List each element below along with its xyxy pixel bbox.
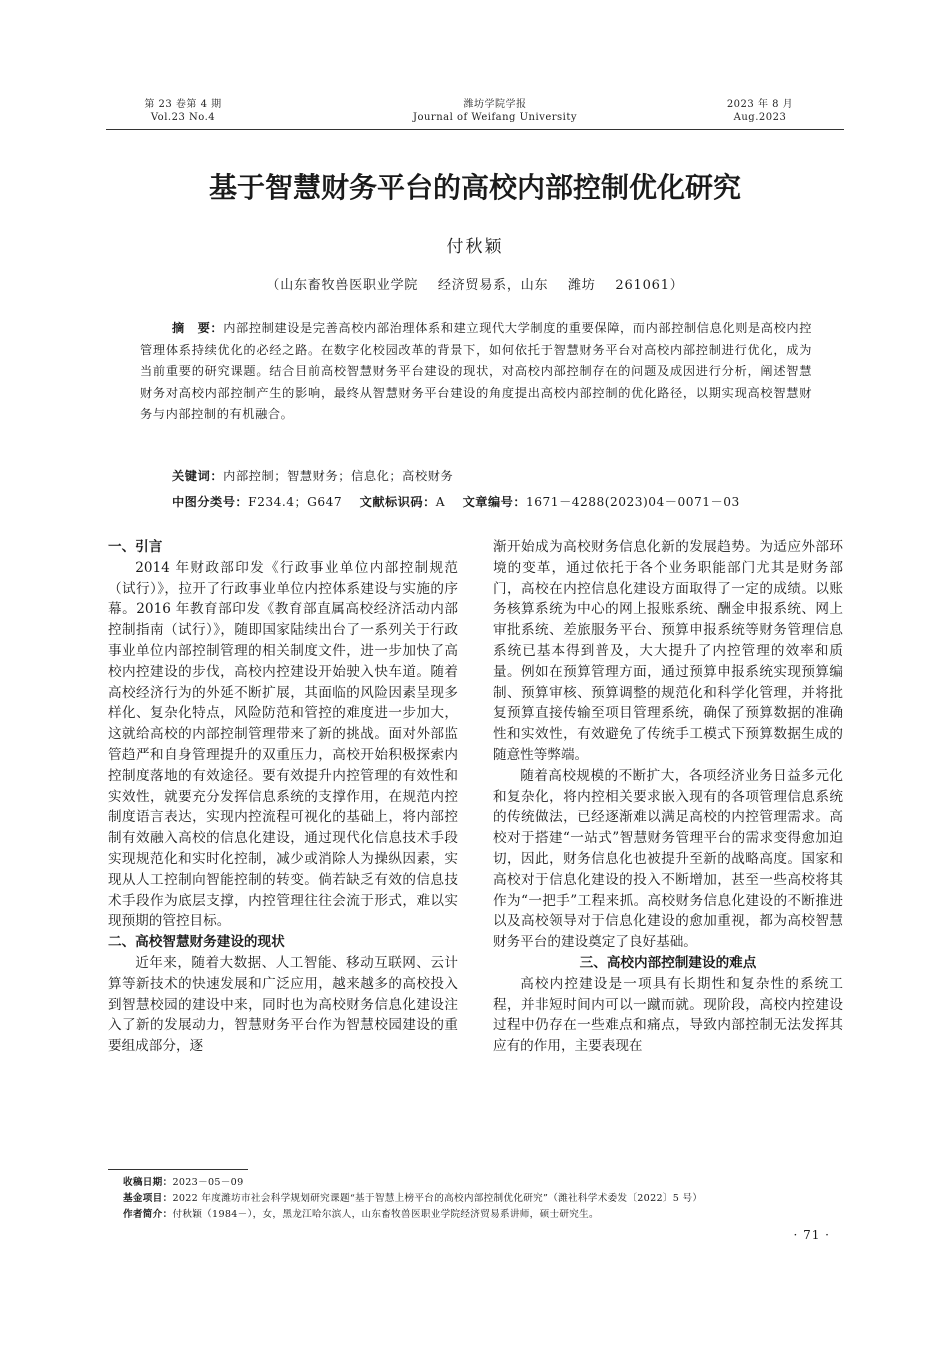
paragraph: 渐开始成为高校财务信息化新的发展趋势。为适应外部环境的变革，通过依托于各个业务职能部门尤其是财务部门，高校在内控信息化建设方面取得了一定的成绩。以账务核算系统为中心的网上报账系统、酬金申报系统、网上审批系统、差旅服务平台、预算申报系统等财务管理信息系统已基本得到普及，大大提升了内控管理的效率和质量。例如在预算管理方面，通过预算申报系统实现预算编制、预算审核、预算调整的规范化和科学化管理，并将批复预算直接传输至项目管理系统，确保了预算数据的准确性和实效性，有效避免了传统手工模式下预算数据生成的随意性等弊端。 bbox=[493, 539, 843, 763]
article-author: 付秋颖 bbox=[446, 237, 504, 257]
clc-label: 中图分类号： bbox=[172, 495, 249, 509]
abstract-label: 摘 要： bbox=[172, 321, 224, 335]
running-header-journal bbox=[375, 98, 615, 124]
header-date-cn: 2023 年 8 月 bbox=[726, 99, 794, 110]
header-journal-cn: 潍坊学院学报 bbox=[463, 99, 527, 110]
author-bio-value: 付秋颖（1984－），女，黑龙江哈尔滨人，山东畜牧兽医职业学院经济贸易系讲师，硕士研究生。 bbox=[172, 1209, 599, 1220]
header-volume-en: Vol.23 No.4 bbox=[150, 112, 216, 123]
paragraph: 2014 年财政部印发《行政事业单位内部控制规范（试行）》，拉开了行政事业单位内控体系建设与实施的序幕。2016 年教育部印发《教育部直属高校经济活动内部控制指南（试行）》，随即国家陆续出台了一系列关于行政事业单位内部控制管理的相关制度文件，进一步加快了高校内控建设的步伐，高校内控建设开始驶入快车道。随着高校经济行为的外延不断扩展，其面临的风险因素呈现多样化、复杂化特点，风险防范和管控的难度进一步加大，这就给高校的内部控制管理带来了新的挑战。面对外部监管趋严和自身管理提升的双重压力，高校开始积极探索内控制度落地的有效途径。要有效提升内控管理的有效性和实效性，就要充分发挥信息系统的支撑作用，在规范内控制度语言表达，实现内控流程可视化的基础上，将内部控制有效融入高校的信息化建设，通过现代化信息技术手段实现规范化和实时化控制，减少或消除人为操纵因素，实现从人工控制向智能控制的转变。倘若缺乏有效的信息技术手段作为底层支撑，内控管理往往会流于形式，难以实现预期的管控目标。 bbox=[108, 559, 458, 930]
received-value: 2023－05－09 bbox=[172, 1177, 244, 1188]
header-volume-cn: 第 23 卷第 4 期 bbox=[144, 99, 222, 110]
paragraph: 高校内控建设是一项具有长期性和复杂性的系统工程，并非短时间内可以一蹴而就。现阶段，高校内控建设过程中仍存在一些难点和痛点，导致内部控制无法发挥其应有的作用，主要表现在 bbox=[493, 975, 843, 1055]
footnote-author bbox=[123, 1208, 843, 1221]
author-affiliation: （山东畜牧兽医职业学院 经济贸易系，山东 潍坊 261061） bbox=[266, 278, 684, 293]
paragraph: 近年来，随着大数据、人工智能、移动互联网、云计算等新技术的快速发展和广泛应用，越来越多的高校投入到智慧校园的建设中来，同时也为高校财务信息化建设注入了新的发展动力，智慧财务平台作为智慧校园建设的重要组成部分，逐 bbox=[108, 954, 458, 1055]
abstract bbox=[140, 318, 812, 426]
keywords-text: 内部控制；智慧财务；信息化；高校财务 bbox=[223, 469, 454, 483]
doc-code-value: A bbox=[435, 495, 446, 509]
page-number: · 71 · bbox=[793, 1228, 830, 1242]
keywords bbox=[172, 467, 812, 485]
article-title: 基于智慧财务平台的高校内部控制优化研究 bbox=[208, 171, 741, 204]
article-number-value: 1671－4288(2023)04－0071－03 bbox=[526, 495, 740, 509]
running-header-date bbox=[700, 98, 820, 124]
running-header-volume bbox=[128, 98, 238, 124]
doc-code-label: 文献标识码： bbox=[359, 495, 436, 509]
header-date-en: Aug.2023 bbox=[733, 112, 787, 123]
section-heading-status: 二、高校智慧财务建设的现状 bbox=[108, 934, 285, 951]
fund-label: 基金项目： bbox=[123, 1193, 173, 1204]
section-heading-difficulties: 三、高校内部控制建设的难点 bbox=[579, 954, 757, 971]
body-column-right bbox=[493, 537, 843, 1057]
footnote-divider bbox=[108, 1169, 248, 1170]
footnote-received bbox=[123, 1176, 843, 1189]
article-number-label: 文章编号： bbox=[462, 495, 527, 509]
classification-line bbox=[172, 493, 812, 511]
body-column-left bbox=[108, 537, 458, 1057]
section-heading-intro: 一、引言 bbox=[108, 539, 163, 555]
header-journal-en: Journal of Weifang University bbox=[412, 112, 578, 123]
author-bio-label: 作者简介： bbox=[123, 1209, 173, 1220]
paragraph: 随着高校规模的不断扩大，各项经济业务日益多元化和复杂化，将内控相关要求嵌入现有的各项管理信息系统的传统做法，已经逐渐难以满足高校的内控管理需求。高校对于搭建“一站式”智慧财务管理平台的需求变得愈加迫切，因此，财务信息化也被提升至新的战略高度。国家和高校对于信息化建设的投入不断增加，甚至一些高校将其作为“一把手”工程来抓。高校财务信息化建设的不断推进以及高校领导对于信息化建设的愈加重视，都为高校智慧财务平台的建设奠定了良好基础。 bbox=[493, 767, 843, 951]
keywords-label: 关键词： bbox=[172, 469, 224, 483]
clc-value: F234.4；G647 bbox=[248, 495, 343, 509]
header-divider bbox=[106, 129, 844, 130]
received-label: 收稿日期： bbox=[123, 1177, 173, 1188]
abstract-text: 内部控制建设是完善高校内部治理体系和建立现代大学制度的重要保障，而内部控制信息化则是高校内控管理体系持续优化的必经之路。在数字化校园改革的背景下，如何依托于智慧财务平台对高校内部控制进行优化，成为当前重要的研究课题。结合目前高校智慧财务平台建设的现状，对高校内部控制存在的问题及成因进行分析，阐述智慧财务对高校内部控制产生的影响，最终从智慧财务平台建设的角度提出高校内部控制的优化路径，以期实现高校智慧财务与内部控制的有机融合。 bbox=[140, 321, 812, 421]
fund-value: 2022 年度潍坊市社会科学规划研究课题“基于智慧上榜平台的高校内部控制优化研究”（潍社科学术委发〔2022〕5 号） bbox=[172, 1193, 703, 1204]
footnote-fund bbox=[123, 1192, 843, 1205]
